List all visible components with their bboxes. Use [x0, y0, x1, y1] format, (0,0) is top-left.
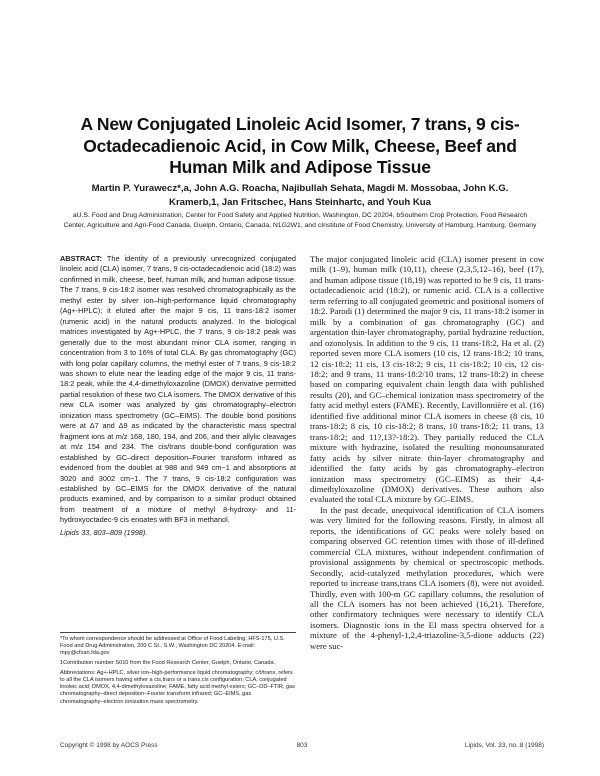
body-paragraph: In the past decade, unequivocal identification of CLA isomers was very limited for the following reasons. Firstly, in almost all reports, the identifications of GC peaks were solely based on comparing observed GC retention times with those of ill-defined commercial CLA mixtures, without independent confirmation of provisional assignments by chemical or spectroscopic methods. Secondly, acid-catalyzed methylation procedures, which were reported to increase trans,trans CLA isomers (8), were not avoided. Thirdly, even with 100-m GC capillary columns, the resolution of all the CLA isomers has not been achieved (16,21). Therefore, other confirmatory techniques were necessary to identify CLA isomers. Diagnostic ions in the EI mass spectra observed for a mixture of the 4-phenyl-1,2,4-triazoline-3,5-dione adducts (22) were suc- — [310, 504, 544, 651]
article-title: A New Conjugated Linoleic Acid Isomer, 7 trans, 9 cis-Octadecadienoic Acid, in Cow Milk, Cheese, Beef and Human Milk and Adipose Tissue — [80, 114, 520, 177]
author-list: Martin P. Yurawecz*,a, John A.G. Roacha, Najibullah Sehata, Magdi M. Mossobaa, John K.G. Kramerb,1, Jan Fritschec, Hans Steinhartc, and Youh Kua — [91, 183, 509, 208]
footnotes — [60, 632, 296, 708]
page-footer — [60, 742, 544, 752]
affiliations: aU.S. Food and Drug Administration, Center for Food Safety and Applied Nutrition, Washington, DC 20204, bSouthern Crop Protection, Food Research Center, Agriculture and Agri-Food Canada, Guelph, Ontario, Canada, N1G2W1, and cInstitute of Food Chemistry, University of Hamburg, Hamburg, Germany — [63, 212, 537, 229]
body-paragraph: The major conjugated linoleic acid (CLA) isomer present in cow milk (1–9), human milk (10,11), cheese (2,3,5,12–16), beef (17), and human adipose tissue (18,19) was reported to be 9 cis, 11 trans-octadecadienoic acid (18:2), or rumenic acid. CLA is a collective term referring to all conjugated geometric and positional isomers of 18:2. Parodi (1) determined the major 9 cis, 11 trans-18:2 isomer in milk by a combination of gas chromatography (GC) and argentation thin-layer chromatography, partial hydrazine reduction, and ozonolysis. In addition to the 9 cis, 11 trans-18:2, Ha et al. (2) reported seven more CLA isomers (10 cis, 12 trans-18:2; 10 trans, 12 cis-18:2; 11 cis, 13 cis-18:2; 9 cis, 11 cis-18:2; 10 cis, 12 cis-18:2; and 9 trans, 11 trans-18:2/10 trans, 12 trans-18:2) in cheese based on comparing equivalent chain length data with published results (20), and GC–chemical ionization mass spectrometry of the fatty acid methyl esters (FAME). Recently, Lavillonnière et al. (16) identified five additional minor CLA isomers in cheese (8 cis, 10 trans-18:2; 8 cis, 10 cis-18:2; 8 trans, 10 trans-18:2; 11 trans, 13 trans-18:2; and 11?,13?-18:2). They partially reduced the CLA mixture with hydrazine, isolated the resulting monounsaturated fatty acids by silver nitrate thin-layer chromatography and identified the fatty acids by gas chromatography–electron ionization mass spectrometry (GC–EIMS) as their 4,4-dimethyloxazoline (DMOX) derivatives. These authors also evaluated the total CLA mixture by GC–EIMS. — [310, 254, 544, 505]
abstract-text: The identity of a previously unrecognized conjugated linoleic acid (CLA) isomer, 7 trans, 9 cis-octadecadienoic acid (18:2) was confirmed in milk, cheese, beef, human milk, and human adipose tissue. The 7 trans, 9 cis-18:2 isomer was resolved chromatographically as the methyl ester by silver ion–high-performance liquid chromatography (Ag+-HPLC); it eluted after the major 9 cis, 11 trans-18:2 isomer (rumenic acid) in the natural products analyzed. In the biological matrices investigated by Ag+-HPLC, the 7 trans, 9 cis-18:2 peak was generally due to the most abundant minor CLA isomer, ranging in concentration from 3 to 16% of total CLA. By gas chromatography (GC) with long polar capillary columns, the methyl ester of 7 trans, 9 cis-18:2 was shown to elute near the leading edge of the major 9 cis, 11 trans-18:2 peak, while the 4,4-dimethyloxazoline (DMOX) derivative permitted partial resolution of these two CLA isomers. The DMOX derivative of this new CLA isomer was analyzed by gas chromatography–electron ionization mass spectrometry (GC–EIMS). The double bond positions were at Δ7 and Δ9 as indicated by the characteristic mass spectral fragment ions at m/z 168, 180, 194, and 206, and their allylic cleavages at m/z 154 and 234. The cis/trans double-bond configuration was established by GC–direct deposition–Fourier transform infrared as evidenced from the doublet at 988 and 949 cm−1 and absorptions at 3020 and 3002 cm−1. The 7 trans, 9 cis-18:2 configuration was established by GC–EIMS for the DMOX derivative of the natural products examined, and by comparison to a similar product obtained from treatment of a mixture of methyl 8-hydroxy- and 11-hydroxyoctadec-9 cis enoates with BF3 in methanol. — [60, 254, 296, 525]
abstract-block — [60, 254, 296, 538]
page-number: 803 — [296, 742, 308, 749]
correspondence-footnote: *To whom correspondence should be addressed at Office of Food Labeling, HFS-175, U.S. Food and Drug Administration, 200 C St., S.W., Washington DC 20204. E-mail: mpy@cfsan.fda.gov — [60, 636, 285, 657]
abstract-citation: Lipids 33, 803–809 (1998). — [60, 527, 148, 537]
copyright-notice: Copyright © 1998 by AOCS Press — [60, 742, 158, 749]
journal-reference: Lipids, Vol. 33, no. 8 (1998) — [464, 742, 544, 749]
abbreviations-footnote: Abbreviations: Ag+-HPLC, silver ion–high-performance liquid chromatography; c/t/trans, refers to all the CLA isomers having either a cis,trans or a trans,cis configuration; CLA, conjugated linoleic acid; DMOX, 4,4-dimethyloxazoline; FAME, fatty acid methyl esters; GC–DD–FTIR, gas chromatography–direct deposition–Fourier transform infrared; GC–EIMS, gas chromatography–electron ionization mass spectrometry. — [60, 669, 296, 705]
abstract-label: ABSTRACT: — [60, 254, 103, 263]
body-column — [310, 254, 544, 651]
contribution-footnote: 1Contribution number S010 from the Food Research Center, Guelph, Ontario, Canada. — [60, 660, 276, 667]
